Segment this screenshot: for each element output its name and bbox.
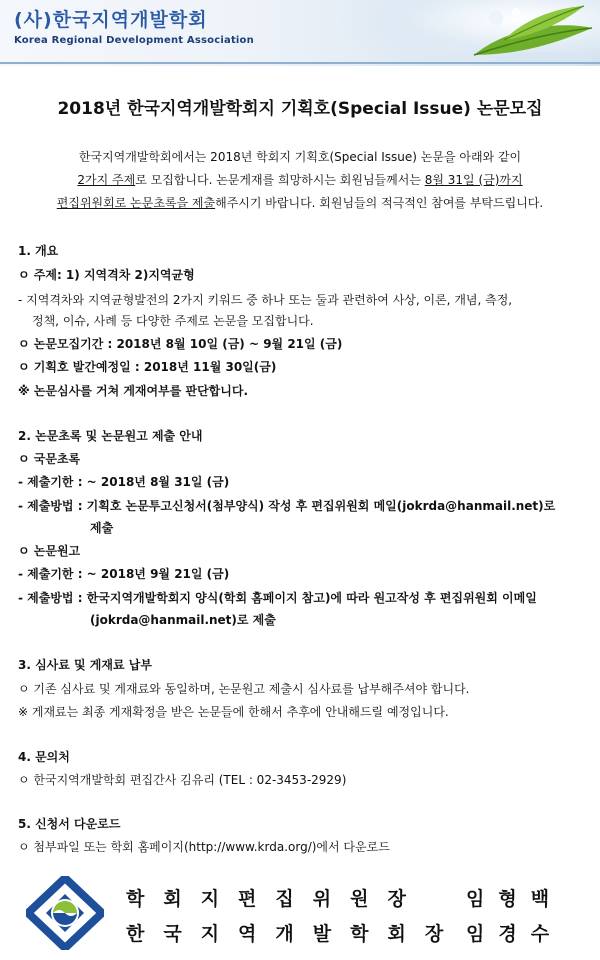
section-5-download: ㅇ 첨부파일 또는 학회 홈페이지(http://www.krda.org/)에서 다운로드 xyxy=(18,840,390,854)
page-title: 2018년 한국지역개발학회지 기획호(Special Issue) 논문모집 xyxy=(57,99,543,119)
section-3-line-2: ※ 게재료는 최종 게재확정을 받은 논문들에 한해서 추후에 안내해드릴 예정입니다. xyxy=(18,705,449,719)
intro-line-3 xyxy=(0,192,600,215)
intro-line-2 xyxy=(0,169,600,192)
signature-editor-position: 학회지편집위원장 xyxy=(126,888,425,910)
header-banner xyxy=(0,0,600,66)
signature-president-name: 임경수 xyxy=(466,923,564,945)
banner-divider xyxy=(0,62,600,64)
section-1-desc-1: - 지역격차와 지역균형발전의 2가지 키워드 중 하나 또는 둘과 관련하여 사상, 이론, 개념, 측정, xyxy=(18,293,513,307)
section-4-heading: 4. 문의처 xyxy=(18,750,70,764)
signature-editor xyxy=(126,884,425,911)
intro-submit-note: 편집위원회로 논문초록을 제출 xyxy=(56,196,216,210)
signature-president xyxy=(126,919,462,946)
intro-line-1: 한국지역개발학회에서는 2018년 학회지 기획호(Special Issue) 논문을 아래와 같이 xyxy=(78,150,522,164)
signature-editor-name-wrap xyxy=(466,884,563,911)
section-2-abstract-method-2: 제출 xyxy=(90,521,114,535)
intro-paragraph xyxy=(0,146,600,215)
intro-deadline: 8월 31일 (금)까지 xyxy=(424,173,523,187)
signature-editor-name: 임형백 xyxy=(466,888,564,910)
section-2-paper-method-1: - 제출방법 : 한국지역개발학회지 양식(학회 홈페이지 참고)에 따라 원고작성 후 편집위원회 이메일 xyxy=(18,591,537,605)
section-5-heading: 5. 신청서 다운로드 xyxy=(18,817,121,831)
section-2-abstract-due: - 제출기한 : ~ 2018년 8월 31일 (금) xyxy=(18,475,230,489)
section-2-abstract-method-1: - 제출방법 : 기획호 논문투고신청서(첨부양식) 작성 후 편집위원회 메일(jokrda@hanmail.net)로 xyxy=(18,499,556,513)
section-2-paper-due: - 제출기한 : ~ 2018년 9월 21일 (금) xyxy=(18,567,230,581)
signature-president-position: 한국지역개발학회장 xyxy=(126,923,463,945)
section-1-topic: ㅇ 주제: 1) 지역격차 2)지역균형 xyxy=(18,268,195,282)
section-2-heading: 2. 논문초록 및 논문원고 제출 안내 xyxy=(18,429,203,443)
krda-logo-icon xyxy=(26,876,104,950)
section-1-publish-date: ㅇ 기획호 발간예정일 : 2018년 11월 30일(금) xyxy=(18,360,277,374)
leaf-icon xyxy=(444,0,594,66)
intro-line-2-text: 로 모집합니다. 논문게재를 희망하시는 회원님들께서는 xyxy=(135,173,425,187)
section-4-contact: ㅇ 한국지역개발학회 편집간사 김유리 (TEL : 02-3453-2929) xyxy=(18,773,347,787)
intro-topics-count: 2가지 주제 xyxy=(77,173,136,187)
signature-president-name-wrap xyxy=(466,919,563,946)
section-2-paper-label: ㅇ 논문원고 xyxy=(18,544,81,558)
section-2-abstract-label: ㅇ 국문초록 xyxy=(18,452,81,466)
section-1-heading: 1. 개요 xyxy=(18,244,59,258)
org-name-ko: (사)한국지역개발학회 xyxy=(14,9,208,31)
section-1-note: ※ 논문심사를 거쳐 게재여부를 판단합니다. xyxy=(18,384,249,398)
section-2-paper-method-2: (jokrda@hanmail.net)로 제출 xyxy=(90,613,276,627)
org-name-en: Korea Regional Development Association xyxy=(14,35,254,46)
section-1-desc-2: 정책, 이슈, 사례 등 다양한 주제로 논문을 모집합니다. xyxy=(32,314,314,328)
section-3-heading: 3. 심사료 및 게재료 납부 xyxy=(18,658,152,672)
section-3-line-1: ㅇ 기존 심사료 및 게재료와 동일하며, 논문원고 제출시 심사료를 납부해주셔야 합니다. xyxy=(18,682,470,696)
intro-line-3-text: 해주시기 바랍니다. 회원님들의 적극적인 참여를 부탁드립니다. xyxy=(215,196,544,210)
section-1-period: ㅇ 논문모집기간 : 2018년 8월 10일 (금) ~ 9월 21일 (금) xyxy=(18,337,343,351)
